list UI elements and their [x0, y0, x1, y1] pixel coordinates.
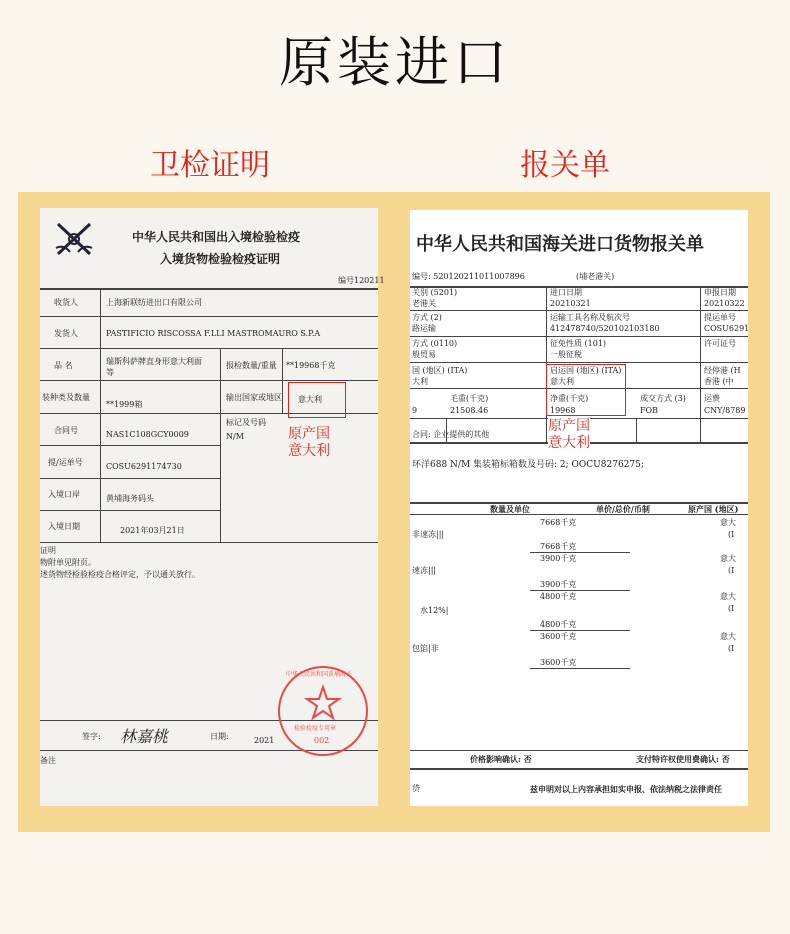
origin-callout-right: 原产国 意大利: [548, 418, 590, 451]
cell-net-weight-value: 19968: [550, 406, 576, 415]
row-consignee-value: 上海新联纺进出口有限公司: [106, 298, 202, 307]
official-seal: [278, 666, 368, 756]
marks-label: 标记及号码: [226, 418, 266, 427]
cell-declare-date-value: 20210322: [704, 299, 745, 308]
page-title: 原装进口: [279, 31, 511, 94]
cell-declare-date: 申报日期: [704, 288, 736, 297]
cell-bl: 提运单号: [704, 313, 736, 322]
note-line-1: 物附单见附页。: [40, 558, 96, 567]
customs-port-hint: (埔老港关): [576, 272, 615, 281]
contract-line: 合同: 企业提供的其他: [412, 430, 490, 439]
cell-freight: 运费: [704, 394, 720, 403]
item-4-origin: 意大: [720, 632, 736, 641]
weight-label: 报检数量/重量: [226, 361, 277, 370]
item-3-qty: 4800千克: [540, 592, 577, 601]
cell-gross-weight: 毛重(千克): [450, 394, 489, 403]
item-3-origin-code: (I: [728, 604, 735, 613]
note-title: 证明: [40, 546, 56, 555]
cell-bl-value: COSU6291: [704, 324, 750, 333]
cell-levy: 征免性质 (101): [550, 339, 607, 348]
seal-sub: 检验检疫专用章: [294, 725, 337, 732]
customs-declaration-image: [410, 210, 748, 806]
row-shipper-value: PASTIFICIO RISCOSSA F.LLI MASTROMAURO S.P.A: [106, 329, 321, 338]
item-4-name: 包馅|非: [412, 644, 439, 653]
cell-deal-terms-value: FOB: [640, 406, 658, 415]
row-date-value: 2021年03月21日: [120, 526, 185, 535]
cell-customs-office: 关别 (5201): [412, 288, 458, 297]
marks-value: N/M: [226, 432, 244, 441]
cell-trade-country-value: 大利: [412, 377, 428, 386]
item-3-name: 水12%|: [420, 606, 449, 615]
cell-freight-value: CNY/8789: [704, 406, 746, 415]
origin-label: 输出国家或地区: [226, 393, 282, 402]
customs-emblem-icon: [52, 218, 96, 260]
health-cert-label: 卫检证明: [150, 148, 270, 183]
row-contract-value: NAS1C108GCY0009: [106, 430, 189, 439]
row-consignee-label: 收货人: [54, 298, 78, 307]
row-product-label: 品 名: [54, 361, 73, 370]
row-package-label: 装种类及数量: [42, 393, 90, 402]
cell-departure-country-value: 意大利: [550, 377, 574, 386]
row-shipper-label: 发货人: [54, 329, 78, 338]
row-bl-label: 提/运单号: [48, 458, 83, 467]
origin-callout-left: 原产国 意大利: [288, 426, 330, 459]
row-date-label: 入境日期: [48, 522, 80, 531]
cell-import-date-value: 20210321: [550, 299, 591, 308]
customs-ref: 编号: 520120211011007896: [412, 272, 525, 281]
cell-gross-weight-value: 21508.46: [450, 406, 489, 415]
health-header-2: 入境货物检验检疫证明: [160, 252, 281, 266]
footer-lead: 贷: [412, 784, 420, 793]
item-2-origin-code: (I: [728, 566, 735, 575]
cell-transit-port: 经停港 (H: [704, 366, 741, 375]
cell-vessel: 运输工具名称及航次号: [550, 313, 630, 322]
cell-transit-port-value: 香港 (中: [704, 377, 734, 386]
item-2-qty-2: 3900千克: [540, 580, 577, 589]
item-4-qty-2: 3600千克: [540, 658, 577, 667]
note-line-2: 述货物经检验检疫合格评定，予以通关放行。: [40, 570, 200, 579]
seal-number: 002: [314, 736, 330, 745]
row-port-value: 黄埔海务码头: [106, 494, 154, 503]
health-header-1: 中华人民共和国出入境检验检疫: [132, 230, 301, 244]
remark-label: 备注: [40, 756, 56, 765]
footer-price-confirm: 价格影响确认: 否: [470, 754, 532, 764]
origin-highlight-box: [288, 382, 346, 418]
cell-net-weight: 净重(千克): [550, 394, 589, 403]
cell-levy-value: 一般征税: [550, 350, 582, 359]
health-certificate-image: [40, 208, 385, 806]
cell-departure-country: 启运国 (地区) (ITA): [550, 366, 622, 375]
cell-trade-country: 国 (地区) (ITA): [412, 366, 468, 375]
cell-trade-mode: 方式 (0110): [412, 339, 458, 348]
row-package-value: **1999箱: [106, 400, 143, 409]
date-label: 日期:: [210, 732, 229, 741]
item-1-qty-2: 7668千克: [540, 542, 577, 551]
item-2-origin: 意大: [720, 554, 736, 563]
item-2-qty: 3900千克: [540, 554, 577, 563]
item-4-qty: 3600千克: [540, 632, 577, 641]
col-price: 单价/总价/币制: [596, 504, 650, 514]
customs-header: 中华人民共和国海关进口货物报关单: [416, 234, 704, 255]
health-cert-no: 编号120211: [338, 276, 385, 285]
row-contract-label: 合同号: [54, 426, 78, 435]
item-3-qty-2: 4800千克: [540, 620, 577, 629]
item-3-origin: 意大: [720, 592, 736, 601]
item-1-name: 非速冻|||: [412, 530, 445, 539]
item-1-origin: 意大: [720, 518, 736, 527]
cell-deal-terms: 成交方式 (3): [640, 394, 686, 403]
item-4-origin-code: (I: [728, 644, 735, 653]
origin-value: 意大利: [298, 395, 322, 404]
signature: 林嘉桃: [120, 727, 169, 746]
col-qty: 数量及单位: [490, 504, 530, 514]
footer-declaration: 兹申明对以上内容承担如实申报、依法纳税之法律责任: [530, 784, 722, 794]
footer-royalty-confirm: 支付特许权使用费确认: 否: [636, 754, 730, 764]
documents-panel: [18, 192, 770, 832]
item-1-origin-code: (I: [728, 530, 735, 539]
container-line: 环洋688 N/M 集装箱标箱数及号码: 2; OOCU8276275;: [412, 460, 644, 470]
row-port-label: 入境口岸: [48, 490, 80, 499]
cell-transport-mode: 方式 (2): [412, 313, 442, 322]
cell-trade-mode-value: 般贸易: [412, 350, 436, 359]
seal-text: 中华人民共和国黄埔海关: [286, 671, 353, 678]
date-value: 2021: [254, 736, 275, 745]
row-product-value: 瑞斯科萨牌直身形意大利面: [106, 357, 202, 366]
row-bl-value: COSU6291174730: [106, 462, 182, 471]
weight-value: **19968千克: [286, 361, 336, 370]
sign-label: 签字:: [82, 732, 101, 741]
cell-license: 许可证号: [704, 339, 736, 348]
origin-highlight-box-right: [546, 364, 626, 416]
item-2-name: 速冻|||: [412, 566, 437, 575]
seal-star-icon: [306, 686, 340, 720]
cell-vessel-value: 412478740/520102103180: [550, 324, 660, 333]
cell-transport-mode-value: 路运输: [412, 324, 436, 333]
cell-import-date: 进口日期: [550, 288, 582, 297]
item-1-qty: 7668千克: [540, 518, 577, 527]
cell-lead-digit: 9: [412, 406, 418, 415]
col-origin: 原产国 (地区): [688, 504, 739, 514]
row-product-value-2: 等: [106, 368, 114, 377]
cell-customs-office-value: 老港关: [412, 299, 436, 308]
customs-decl-label: 报关单: [520, 148, 610, 183]
